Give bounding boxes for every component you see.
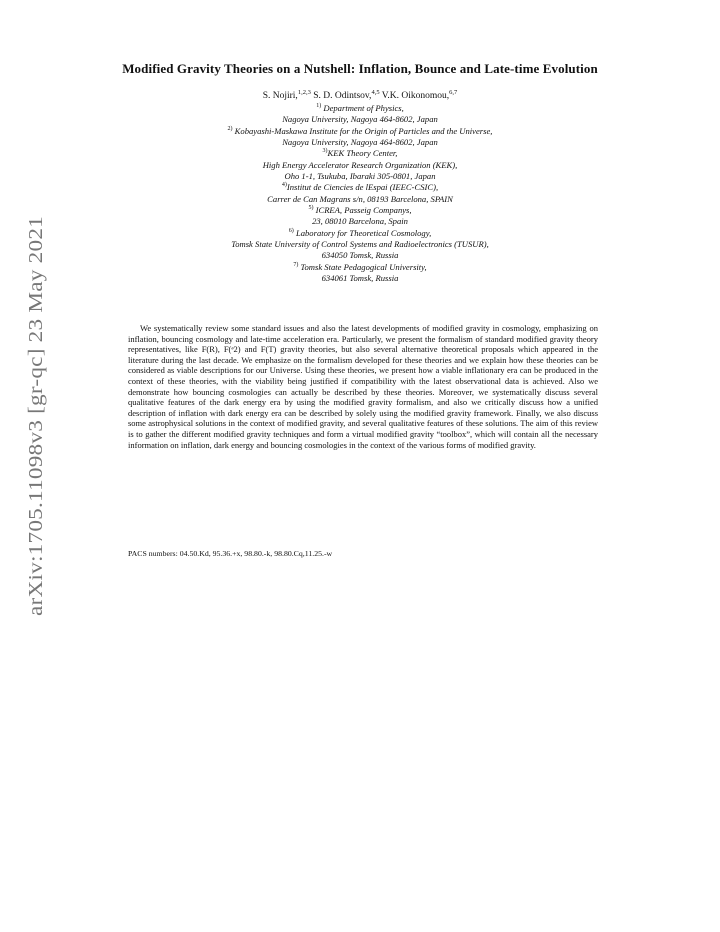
affiliation-line: High Energy Accelerator Research Organization (KEK), <box>262 159 458 170</box>
affiliation-line: 634050 Tomsk, Russia <box>321 250 399 261</box>
affiliation-line: $^{4)}$Institut de Ciencies de lEspai (IEEC-CSIC), <box>281 182 439 193</box>
abstract-text: We systematically review some standard issues and also the latest developments of modified gravity in cosmology, emphasizing on inflation, bouncing cosmology and late-time acceleration era. Particularly, we present the formalism of standard modified gravity theory representatives, like F(R), F(ᵊ2) and F(T) gravity theories, but also several alternative theoretical proposals which appeared in the literature during the last decade. We emphasize on the formalism developed for these theories and we explain how these theories can be considered as viable descriptions for our Universe. Using these theories, we present how a viable inflationary era can be produced in the context of these theories, with the viability being justified if compatibility with the latest observational data is achieved. Also we demonstrate how bouncing cosmologies can actually be described by these theories. Moreover, we systematically discuss several qualitative features of the dark energy era by using the modified gravity formalism, and also we critically discuss how a unified description of inflation with dark energy era can be described by solely using the modified gravity framework. Finally, we also discuss some astrophysical solutions in the context of modified gravity, and several qualitative features of these solutions. The aim of this review is to gather the different modified gravity techniques and form a virtual modified gravity “toolbox”, which will contain all the necessary information on inflation, dark energy and bouncing cosmologies in the context of the various forms of modified gravity. <box>128 323 598 450</box>
affiliation-line: Oho 1-1, Tsukuba, Ibaraki 305-0801, Japan <box>284 171 436 182</box>
affiliation-line: 634061 Tomsk, Russia <box>321 273 399 284</box>
affiliation-list <box>0 103 720 285</box>
affiliation-line: $^{3)}$KEK Theory Center, <box>322 148 398 159</box>
affiliation-line: $^{1)}$ Department of Physics, <box>316 103 404 113</box>
affiliation-line: $^{7)}$ Tomsk State Pedagogical University, <box>293 261 427 272</box>
affiliation-line: $^{6)}$ Laboratory for Theoretical Cosmology, <box>288 227 432 238</box>
affiliation-line: $^{2)}$ Kobayashi-Maskawa Institute for the Origin of Particles and the Universe, <box>227 125 493 136</box>
affiliation-line: Carrer de Can Magrans s/n, 08193 Barcelona, SPAIN <box>267 193 453 204</box>
affiliation-line: Nagoya University, Nagoya 464-8602, Japan <box>282 137 438 148</box>
affiliation-line: $^{5)}$ ICREA, Passeig Companys, <box>308 205 412 216</box>
paper-title: Modified Gravity Theories on a Nutshell: Inflation, Bounce and Late-time Evolution <box>122 61 598 76</box>
pacs-numbers: PACS numbers: 04.50.Kd, 95.36.+x, 98.80.-k, 98.80.Cq,11.25.-w <box>128 549 333 558</box>
author: S. D. Odintsov,$^{4,5}$ <box>313 89 380 101</box>
affiliation-line: 23, 08010 Barcelona, Spain <box>312 216 408 227</box>
author: S. Nojiri,$^{1,2,3}$ <box>262 89 311 101</box>
arxiv-watermark-text: arXiv:1705.11098v3 [gr-qc] 23 May 2021 <box>25 271 47 616</box>
author-list <box>0 91 720 103</box>
author: V.K. Oikonomou,$^{6,7}$ <box>381 89 458 101</box>
affiliation-line: Tomsk State University of Control Systems and Radioelectronics (TUSUR), <box>231 239 489 250</box>
affiliation-line: Nagoya University, Nagoya 464-8602, Japan <box>282 114 438 125</box>
abstract <box>128 323 598 450</box>
